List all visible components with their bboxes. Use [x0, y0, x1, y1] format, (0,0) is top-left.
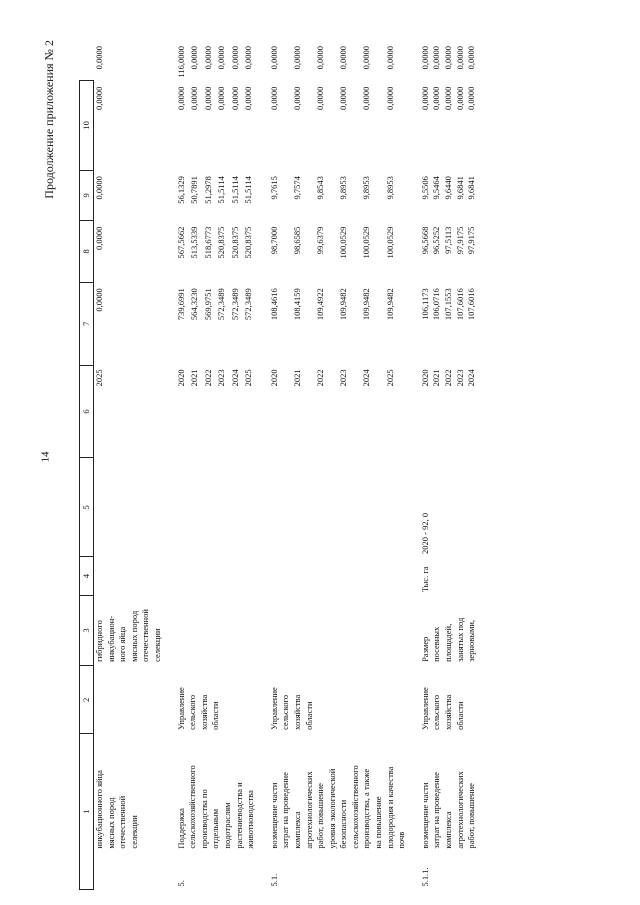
unit — [94, 557, 164, 595]
value-col-9: 0,0000 — [315, 86, 326, 110]
value-col-9: 0,0000 — [431, 86, 442, 110]
year-cell: 2020 — [175, 369, 186, 387]
value-col-10: 0,0000 — [443, 46, 454, 70]
year-cell: 2024 — [466, 369, 477, 387]
value-col-10: 0,0000 — [361, 46, 372, 70]
value-col-7: 520,8375 — [243, 226, 254, 259]
value-col-8: 9,8953 — [338, 176, 349, 200]
executor — [420, 666, 478, 734]
value-col-10: 0,0000 — [384, 46, 395, 70]
event-name-line: затрат на проведение — [280, 772, 291, 849]
value-col-7: 98,6585 — [291, 226, 302, 255]
indicator — [269, 595, 408, 666]
value-col-10: 0,0000 — [431, 46, 442, 70]
row-number: 5. — [175, 880, 186, 887]
value-col-7: 96,5668 — [419, 226, 430, 255]
event-name-line: инкубационного яйца — [94, 770, 104, 849]
event-name-line: животноводства — [245, 790, 256, 849]
year-cell: 2022 — [443, 369, 454, 387]
value-total: 107,6016 — [454, 288, 465, 321]
executor-line: области — [454, 701, 465, 730]
table-row — [420, 40, 432, 890]
value-total: 739,6991 — [175, 288, 186, 321]
value-col-7: 100,0529 — [384, 226, 395, 259]
value-col-9: 0,0000 — [454, 86, 465, 110]
unit — [269, 557, 408, 595]
header-col-5: 5 — [80, 458, 94, 557]
value-total: 107,6016 — [466, 288, 477, 321]
value-col-10: 0,0000 — [466, 46, 477, 70]
spacer-cell — [164, 81, 176, 890]
value-col-8: 9,5506 — [419, 176, 430, 200]
value-col-9: 0,0000 — [229, 86, 240, 110]
base-value — [176, 458, 257, 557]
event-name-line: возмещение части — [268, 782, 279, 849]
year-cell: 2025 — [384, 369, 395, 387]
header-col-1: 1 — [80, 734, 94, 890]
year-cell: 2020 — [268, 369, 279, 387]
value-col-8: 9,7615 — [268, 176, 279, 200]
value-col-10: 0,0000 — [243, 46, 254, 70]
value-col-9: 0,0000 — [361, 86, 372, 110]
value-col-7: 98,7000 — [268, 226, 279, 255]
spacer-cell — [257, 81, 269, 890]
unit — [176, 557, 257, 595]
header-col-10: 10 — [80, 81, 94, 171]
value-total: 0,0000 — [94, 288, 104, 312]
event-name-line: возмещение части — [419, 782, 430, 849]
indicator — [420, 595, 478, 666]
value-total: 108,4616 — [268, 288, 279, 321]
value-col-8: 9,6841 — [454, 176, 465, 200]
year-cell: 2021 — [291, 369, 302, 387]
unit: Тыс. га — [419, 566, 430, 593]
executor-line: области — [210, 701, 221, 730]
value-col-7: 520,8375 — [216, 226, 227, 259]
value-col-7: 513,5339 — [189, 226, 200, 259]
value-col-10: 0,0000 — [419, 46, 430, 70]
value-col-9: 0,0000 — [243, 86, 254, 110]
indicator-line: занятых под — [454, 617, 465, 662]
event-name-line: работ, повышение — [466, 783, 477, 849]
year-cell: 2023 — [338, 369, 349, 387]
value-col-8: 9,6440 — [443, 176, 454, 200]
value-col-10: 0,0000 — [268, 46, 279, 70]
value-col-7: 99,6379 — [315, 226, 326, 255]
value-col-7: 520,8375 — [229, 226, 240, 259]
value-col-7: 96,5252 — [431, 226, 442, 255]
indicator-line: ного яйца — [117, 626, 128, 662]
spacer-cell — [408, 81, 420, 890]
value-col-9: 0,0000 — [216, 86, 227, 110]
value-col-7: 97,5113 — [443, 226, 454, 254]
value-col-9: 0,0000 — [384, 86, 395, 110]
value-col-10: 116,0000 — [175, 46, 186, 78]
header-col-9: 9 — [80, 170, 94, 220]
indicator — [94, 595, 164, 666]
executor-line: хозяйства — [198, 694, 209, 730]
header-col-7: 7 — [80, 282, 94, 365]
value-col-8: 50,7891 — [189, 176, 200, 204]
value-total: 569,9751 — [202, 288, 213, 321]
base-value — [94, 458, 164, 557]
value-col-9: 0,0000 — [338, 86, 349, 110]
value-col-10: 0,0000 — [315, 46, 326, 70]
year-cell: 2020 — [419, 369, 430, 387]
event-name — [94, 734, 164, 855]
value-col-8: 51,5114 — [229, 176, 240, 204]
indicator-line: посевных — [431, 626, 442, 662]
value-col-10: 0,0000 — [291, 46, 302, 70]
row-number — [94, 855, 164, 890]
value-col-10: 0,0000 — [202, 46, 213, 70]
event-name-line: растениеводства и — [233, 782, 244, 849]
program-table — [79, 40, 478, 890]
value-col-9: 0,0000 — [466, 86, 477, 110]
value-total: 106,0716 — [431, 288, 442, 321]
year-cell: 2023 — [454, 369, 465, 387]
indicator-line: мясных пород — [128, 610, 139, 662]
event-name-line: затрат на проведение — [431, 772, 442, 849]
event-name-line: производства, а также — [361, 768, 372, 849]
value-total: 572,3489 — [243, 288, 254, 321]
event-name-line: плодородия и качества — [384, 766, 395, 849]
rotated-page-content — [42, 40, 619, 890]
indicator-line: площадей, — [443, 623, 454, 662]
value-col-7: 100,0529 — [338, 226, 349, 259]
value-col-10: 0,0000 — [338, 46, 349, 70]
value-col-8: 51,5114 — [243, 176, 254, 204]
row-number: 5.1.1. — [419, 867, 430, 887]
value-col-8: 51,5114 — [216, 176, 227, 204]
value-col-8: 9,6841 — [466, 176, 477, 200]
row-spacer — [408, 40, 420, 890]
event-name-line: агротехнологических — [303, 771, 314, 849]
event-name-line: агротехнологических — [454, 771, 465, 849]
value-col-10: 0,0000 — [229, 46, 240, 70]
value-col-9: 0,0000 — [291, 86, 302, 110]
year-cell: 2021 — [189, 369, 200, 387]
executor-line: сельского — [187, 694, 198, 730]
value-col-7: 100,0529 — [361, 226, 372, 259]
event-name — [420, 734, 478, 855]
value-col-10: 0,0000 — [454, 46, 465, 70]
value-col-8: 9,5464 — [431, 176, 442, 200]
executor-line: хозяйства — [291, 694, 302, 730]
event-name-line: мясных пород — [105, 797, 116, 849]
indicator-line: инкубацион- — [105, 615, 116, 662]
base-value: 2020 - 92, 0 — [419, 512, 430, 554]
event-name-line: безопасности — [338, 799, 349, 849]
value-col-9: 0,0000 — [189, 86, 200, 110]
header-row — [80, 40, 94, 890]
value-col-7: 518,6773 — [202, 226, 213, 259]
value-total: 106,1173 — [419, 288, 430, 320]
event-name-line: сельскохозяйственного — [187, 765, 198, 849]
year-cell: 2025 — [94, 369, 104, 387]
header-col-8: 8 — [80, 221, 94, 283]
base-value — [269, 458, 408, 557]
value-total: 109,9482 — [384, 288, 395, 321]
executor — [176, 666, 257, 734]
value-col-7: 97,9175 — [454, 226, 465, 255]
header-col-2: 2 — [80, 666, 94, 734]
event-name-line: Поддержка — [175, 808, 186, 849]
event-name-line: отдельным — [210, 809, 221, 849]
value-col-9: 0,0000 — [268, 86, 279, 110]
table-row — [176, 40, 190, 890]
value-col-10: 0,0000 — [189, 46, 200, 70]
value-col-8: 51,2978 — [202, 176, 213, 204]
table-row — [94, 40, 164, 890]
year-cell: 2024 — [361, 369, 372, 387]
value-col-9: 0,0000 — [443, 86, 454, 110]
row-number: 5.1. — [268, 873, 279, 887]
executor — [269, 666, 408, 734]
value-col-8: 9,8953 — [361, 176, 372, 200]
executor-line: сельского — [431, 694, 442, 730]
year-cell: 2022 — [315, 369, 326, 387]
event-name-line: комплекса — [443, 811, 454, 849]
executor-line: хозяйства — [443, 694, 454, 730]
indicator-line: отечественной — [140, 609, 151, 662]
indicator — [176, 595, 257, 666]
value-col-10: 0,0000 — [93, 46, 104, 70]
year-cell: 2022 — [202, 369, 213, 387]
value-total: 109,9482 — [338, 288, 349, 321]
event-name-line: комплекса — [291, 811, 302, 849]
value-col-10: 0,0000 — [216, 46, 227, 70]
value-col-9: 0,0000 — [202, 86, 213, 110]
value-col-8: 9,7574 — [291, 176, 302, 200]
value-total: 107,1553 — [443, 288, 454, 321]
header-col-3: 3 — [80, 595, 94, 666]
value-total: 572,3489 — [216, 288, 227, 321]
event-name-line: сельскохозяйственного — [349, 765, 360, 849]
indicator-line: Размер — [419, 636, 430, 662]
value-total: 564,3230 — [189, 288, 200, 321]
page-number: 14 — [39, 451, 52, 463]
year-cell: 2025 — [243, 369, 254, 387]
table-body — [94, 40, 478, 890]
value-total: 108,4159 — [291, 288, 302, 321]
row-spacer — [257, 40, 269, 890]
executor-line: области — [303, 701, 314, 730]
value-col-7: 97,9175 — [466, 226, 477, 255]
value-col-9: 0,0000 — [94, 86, 104, 110]
value-col-9: 0,0000 — [419, 86, 430, 110]
value-total: 109,4922 — [315, 288, 326, 321]
year-cell: 2024 — [229, 369, 240, 387]
header-col-6: 6 — [80, 365, 94, 457]
value-col-8: 9,8543 — [315, 176, 326, 200]
value-col-8: 56,1329 — [175, 176, 186, 204]
executor-line: Управление — [175, 687, 186, 730]
event-name-line: уровня экологической — [326, 768, 337, 849]
event-name-line: отечественной — [117, 795, 128, 849]
executor-line: Управление — [268, 687, 279, 730]
table-row — [269, 40, 292, 890]
event-name-line: производства по — [198, 789, 209, 849]
value-col-7: 567,5662 — [175, 226, 186, 259]
header-col-4: 4 — [80, 557, 94, 595]
year-cell: 2023 — [216, 369, 227, 387]
year-cell: 2021 — [431, 369, 442, 387]
value-col-9: 0,0000 — [175, 86, 186, 110]
event-name — [176, 734, 257, 855]
value-total: 109,9482 — [361, 288, 372, 321]
value-col-7: 0,0000 — [94, 226, 104, 250]
value-total: 572,3489 — [229, 288, 240, 321]
value-col-8: 9,8953 — [384, 176, 395, 200]
executor-line: Управление — [419, 687, 430, 730]
indicator-line: зерновыми, — [466, 619, 477, 662]
indicator-line: селекции — [151, 628, 162, 662]
executor-line: сельского — [280, 694, 291, 730]
executor — [94, 666, 164, 734]
event-name — [269, 734, 408, 855]
event-name-line: работ, повышение — [315, 783, 326, 849]
event-name-line: подотраслям — [221, 802, 232, 849]
event-name-line: селекции — [128, 815, 139, 849]
indicator-line: гибридного — [94, 620, 104, 662]
row-spacer — [164, 40, 176, 890]
event-name-line: почв — [396, 831, 407, 849]
event-name-line: на повышение — [373, 796, 384, 849]
value-col-8: 0,0000 — [94, 176, 104, 200]
appendix-caption: Продолжение приложения № 2 — [42, 40, 56, 199]
